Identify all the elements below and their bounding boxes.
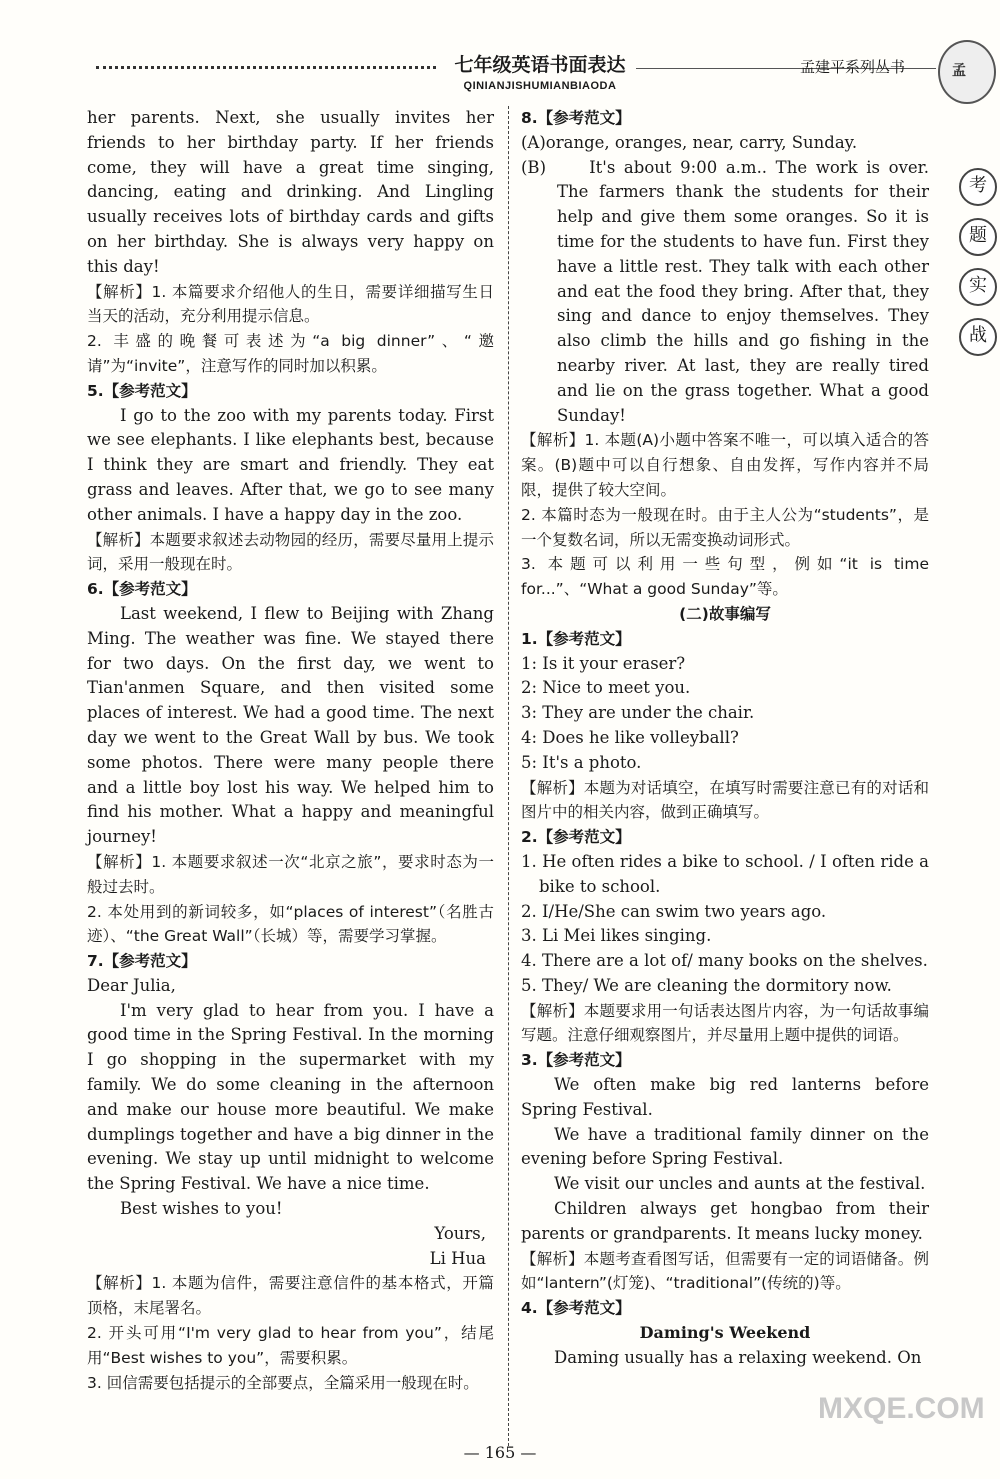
side-tab-4: 战 — [959, 318, 997, 356]
question-5-heading: 5.【参考范文】 — [87, 381, 197, 400]
letter-sign-name: Li Hua — [429, 1248, 486, 1268]
side-tab-2: 题 — [959, 218, 997, 256]
story-3-heading: 3.【参考范文】 — [521, 1051, 631, 1070]
analysis-8-2: 2. 本篇时态为一般现在时。由于主人公为“students”，是一个复数名词，所以无需变换动词形式。 — [521, 505, 929, 549]
story-4-title: Daming's Weekend — [639, 1323, 811, 1343]
analysis-6-1: 【解析】1. 本题要求叙述一次“北京之旅”，要求时态为一般过去时。 — [87, 852, 494, 896]
story-2-item: 1. He often rides a bike to school. / I often ride a bike to school. — [521, 851, 929, 896]
analysis-5: 【解析】本题要求叙述去动物园的经历，需要尽量用上提示词，采用一般现在时。 — [87, 530, 494, 574]
letter-sign-yours: Yours, — [434, 1223, 486, 1243]
analysis-4-1: 【解析】1. 本篇要求介绍他人的生日，需要详细描写生日当天的活动，充分利用提示信息。 — [87, 282, 494, 326]
page-header — [0, 0, 1000, 100]
answer-8b: (B) It's about 9:00 a.m.. The work is over. The farmers thank the students for their help and give them some oranges. So it is time for the students to have fun. First they have a little rest. They talk with each other and eat the food they bring. After that, they sing and dance to enjoy themselves. They also climb the hills and go fishing in the nearby river. At last, they are really tired and lie on the grass together. What a good Sunday! — [521, 157, 929, 425]
story-2-item: 2. I/He/She can swim two years ago. — [521, 901, 827, 921]
analysis-8-3: 3. 本题可以利用一些句型，例如“it is time for...”、“What a good Sunday”等。 — [521, 555, 929, 599]
letter-greeting: Dear Julia, — [87, 975, 176, 995]
story-1-item: 4: Does he like volleyball? — [521, 727, 739, 747]
analysis-story-1: 【解析】本题为对话填空，在填写时需要注意已有的对话和图片中的相关内容，做到正确填写。 — [521, 778, 929, 822]
story-3-line-2: We have a traditional family dinner on the evening before Spring Festival. — [521, 1124, 929, 1169]
analysis-6-2: 2. 本处用到的新词较多，如“places of interest”（名胜古迹）、“the Great Wall”（长城）等，需要学习掌握。 — [87, 902, 494, 946]
story-3-line-3: We visit our uncles and aunts at the festival. — [554, 1174, 926, 1194]
book-title: 七年级英语书面表达 — [454, 54, 626, 76]
answer-8a: (A)orange, oranges, near, carry, Sunday. — [521, 132, 858, 152]
question-6-heading: 6.【参考范文】 — [87, 580, 197, 599]
watermark: MXQE.COM — [818, 1392, 985, 1425]
story-1-item: 1: Is it your eraser? — [521, 653, 686, 673]
story-2-item: 3. Li Mei likes singing. — [521, 926, 712, 946]
analysis-story-2: 【解析】本题要求用一句话表达图片内容，为一句话故事编写题。注意仔细观察图片，并尽量用上题中提供的词语。 — [521, 1001, 929, 1045]
analysis-4-2: 2. 丰盛的晚餐可表述为“a big dinner”、“邀请”为“invite”，注意写作的同时加以积累。 — [87, 332, 494, 375]
analysis-7-3: 3. 回信需要包括提示的全部要点，全篇采用一般现在时。 — [87, 1373, 479, 1392]
analysis-story-3: 【解析】本题考查看图写话，但需要有一定的词语储备。例如“lantern”(灯笼)、“traditional”(传统的)等。 — [521, 1249, 929, 1293]
side-tab-1: 考 — [959, 168, 997, 206]
analysis-7-1: 【解析】1. 本题为信件，需要注意信件的基本格式，开篇顶格，末尾署名。 — [87, 1274, 494, 1318]
answer-4-text: her parents. Next, she usually invites her friends to her birthday party. If her friends come, they will have a great time singing, dancing, eating and drinking. And Lingling usually receives lots of birthday cards and gifts on her birthday. She is always very happy on this day! — [87, 108, 494, 276]
right-column — [521, 106, 929, 1371]
story-2-item: 4. There are a lot of/ many books on the shelves. — [521, 951, 928, 971]
series-name: 孟建平系列丛书 — [800, 58, 906, 76]
page-number: — 165 — — [463, 1443, 537, 1462]
side-tab-3: 实 — [959, 268, 997, 306]
story-3-line-4: Children always get hongbao from their parents or grandparents. It means lucky money. — [521, 1199, 929, 1243]
section-heading: (二)故事编写 — [679, 604, 771, 623]
story-1-item: 3: They are under the chair. — [521, 703, 755, 723]
book-title-pinyin: QINIANJISHUMIANBIAODA — [463, 80, 617, 92]
story-1-item: 5: It's a photo. — [521, 752, 642, 772]
left-column — [87, 106, 494, 1395]
story-1-item: 2: Nice to meet you. — [521, 678, 691, 698]
letter-body: I'm very glad to hear from you. I have a good time in the Spring Festival. In the morning I go shopping in the supermarket with my family. We do some cleaning in the afternoon and make our house more beautiful. We make dumplings together and have a big dinner in the evening. We stay up until midnight to welcome the Spring Festival. We have a nice time. — [87, 1000, 494, 1194]
story-3-line-1: We often make big red lanterns before Spring Festival. — [521, 1075, 929, 1119]
answer-5-text: I go to the zoo with my parents today. First we see elephants. I like elephants best, because I think they are smart and friendly. They eat grass and leaves. After that, we go to see many other animals. I have a happy day in the zoo. — [87, 405, 494, 524]
series-logo-icon: 孟 — [938, 40, 996, 104]
story-2-heading: 2.【参考范文】 — [521, 828, 631, 847]
letter-closing: Best wishes to you! — [120, 1199, 283, 1219]
answer-6-text: Last weekend, I flew to Beijing with Zhang Ming. The weather was fine. We stayed there for two days. On the first day, we went to Tian'anmen Square, and then visited some places of interest. We had a good time. The next day we went to the Great Wall by bus. We took some photos. There were many people there and a little boy lost his way. We helped him to find his mother. What a happy and meaningful journey! — [87, 603, 494, 847]
story-1-heading: 1.【参考范文】 — [521, 629, 631, 648]
analysis-7-2: 2. 开头可用“I'm very glad to hear from you”，结尾用“Best wishes to you”，需要积累。 — [87, 1324, 494, 1367]
header-dotted-rule — [96, 66, 436, 69]
story-4-heading: 4.【参考范文】 — [521, 1299, 631, 1318]
analysis-8-1: 【解析】1. 本题(A)小题中答案不唯一，可以填入适合的答案。(B)题中可以自行想象、自由发挥，写作内容并不局限，提供了较大空间。 — [521, 431, 929, 499]
question-8-heading: 8.【参考范文】 — [521, 109, 631, 127]
question-7-heading: 7.【参考范文】 — [87, 952, 197, 971]
column-divider — [508, 106, 509, 1446]
story-2-item: 5. They/ We are cleaning the dormitory now. — [521, 975, 892, 995]
story-4-text: Daming usually has a relaxing weekend. On — [554, 1347, 922, 1367]
